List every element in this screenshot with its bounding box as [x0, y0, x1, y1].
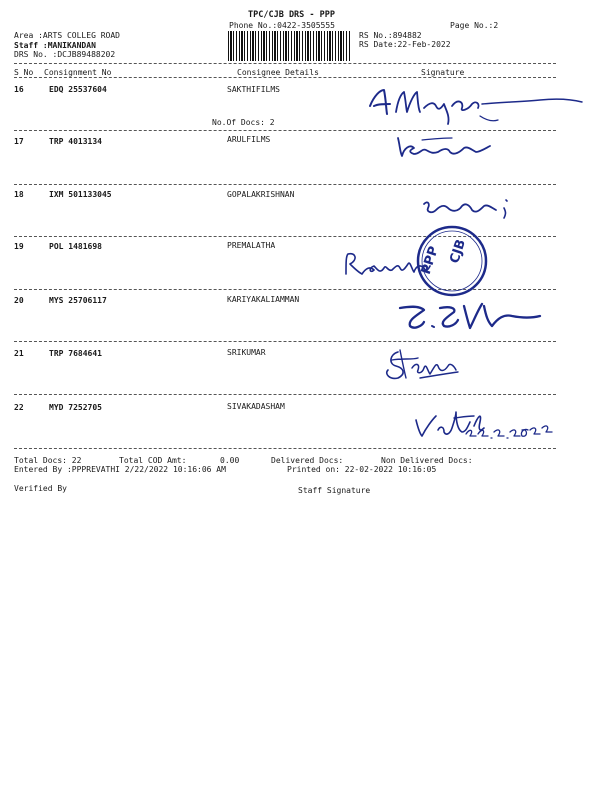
signature-row-16: [360, 76, 590, 132]
row-sno: 20: [14, 296, 24, 305]
row-divider: [14, 341, 556, 342]
signature-row-17: [392, 128, 502, 160]
date-handwritten: [462, 418, 554, 446]
signature-row-18: [418, 196, 518, 222]
printed-on: Printed on: 22-02-2022 10:16:05: [287, 465, 437, 474]
column-consignment: Consignment No: [44, 68, 112, 77]
header-divider: [14, 63, 556, 64]
row-divider: [14, 289, 556, 290]
total-cod-label: Total COD Amt:: [119, 456, 187, 465]
total-cod-amount: 0.00: [220, 456, 240, 465]
row-consignment: IXM 501133045: [49, 190, 112, 199]
non-delivered-docs: Non Delivered Docs:: [381, 456, 473, 465]
barcode: [228, 31, 350, 61]
row-consignment: EDQ 25537604: [49, 85, 107, 94]
row-sno: 21: [14, 349, 24, 358]
row-consignee: PREMALATHA: [227, 241, 276, 250]
column-signature: Signature: [421, 68, 465, 77]
page-number: Page No.:2: [450, 21, 499, 30]
row-consignee: ARULFILMS: [227, 135, 271, 144]
total-docs: Total Docs: 22: [14, 456, 82, 465]
staff-label: Staff :MANIKANDAN: [14, 41, 96, 50]
row-consignment: POL 1481698: [49, 242, 102, 251]
entered-by: Entered By :PPPREVATHI 2/22/2022 10:16:06 AM: [14, 465, 226, 474]
signature-row-19: [340, 246, 432, 278]
column-sno: S No: [14, 68, 34, 77]
row-consignee: GOPALAKRISHNAN: [227, 190, 295, 199]
phone-number: Phone No.:0422-3505555: [229, 21, 335, 30]
row-sno: 16: [14, 85, 24, 94]
row-divider: [14, 236, 556, 237]
row-sno: 18: [14, 190, 24, 199]
row-divider: [14, 184, 556, 185]
staff-signature: Staff Signature: [298, 486, 371, 495]
signature-row-21: [378, 344, 478, 384]
column-consignee: Consignee Details: [237, 68, 319, 77]
delivered-docs: Delivered Docs:: [271, 456, 344, 465]
row-consignment: TRP 7684641: [49, 349, 102, 358]
area-label: Area :ARTS COLLEG ROAD: [14, 31, 120, 40]
row-sno: 19: [14, 242, 24, 251]
rs-number: RS No.:894882: [359, 31, 422, 40]
row-consignee: SAKTHIFILMS: [227, 85, 280, 94]
row-sno: 17: [14, 137, 24, 146]
signature-row-22: [410, 402, 560, 448]
row-consignee: SRIKUMAR: [227, 348, 266, 357]
signature-row-20: [394, 296, 544, 336]
rs-date: RS Date:22-Feb-2022: [359, 40, 451, 49]
row-sno: 22: [14, 403, 24, 412]
row-divider: [14, 130, 556, 131]
verified-by: Verified By: [14, 484, 67, 493]
row-consignee: KARIYAKALIAMMAN: [227, 295, 300, 304]
document-title: TPC/CJB DRS - PPP: [248, 10, 335, 20]
stamp-text-bottom: CJB: [447, 237, 470, 266]
row-consignment: MYD 7252705: [49, 403, 102, 412]
row-divider: [14, 448, 556, 449]
row-divider: [14, 394, 556, 395]
drs-number: DRS No. :DCJB89488202: [14, 50, 116, 59]
stamp-text-top: PPP: [418, 244, 442, 277]
row-consignment: TRP 4013134: [49, 137, 102, 146]
column-divider: [14, 77, 556, 78]
row-consignment: MYS 25706117: [49, 296, 107, 305]
row-consignee: SIVAKADASHAM: [227, 402, 285, 411]
row-doc-count: No.Of Docs: 2: [212, 118, 275, 127]
